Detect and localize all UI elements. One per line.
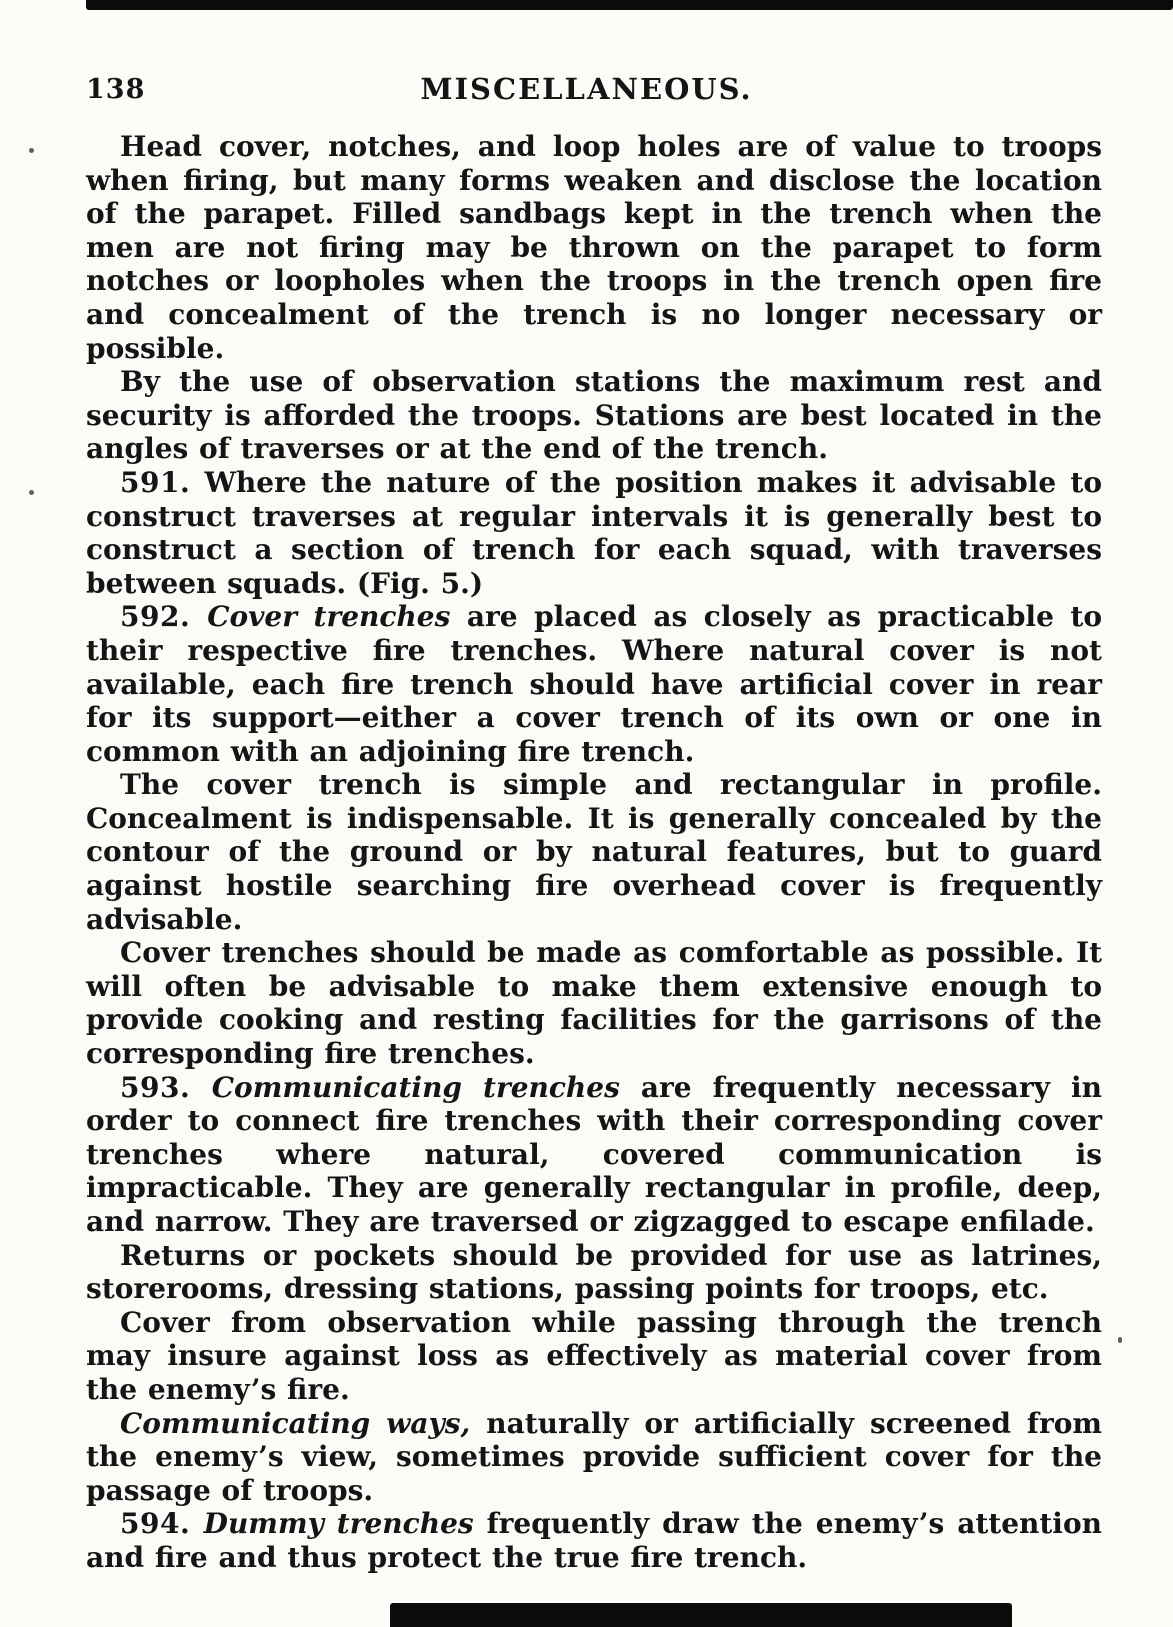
text-segment: Dummy trenches <box>203 1507 474 1541</box>
text-segment: naturally or artificially screened from the enemy’s view, sometimes provide sufficient cover for the passage of troops. <box>86 1406 1102 1507</box>
paragraph <box>86 768 1102 936</box>
paragraph <box>86 1239 1102 1306</box>
scan-speck <box>29 148 34 153</box>
page-title: MISCELLANEOUS. <box>420 72 753 106</box>
scan-artifact-top-bar <box>86 0 1173 10</box>
paragraph <box>86 600 1102 768</box>
page-body <box>86 130 1102 1575</box>
paragraph <box>86 936 1102 1070</box>
paragraph <box>86 1407 1102 1508</box>
paragraph <box>86 1071 1102 1239</box>
text-segment: Head cover, notches, and loop holes are of value to troops when firing, but many forms weaken and disclose the location of the parapet. Filled sandbags kept in the trench when the men are not firing may be thrown on the parapet to form notches or loopholes when the troops in the trench open fire and concealment of the trench is no longer necessary or possible. <box>86 130 1102 365</box>
scan-speck <box>29 490 34 495</box>
text-segment: Cover trenches <box>207 600 451 634</box>
text-segment: By the use of observation stations the maximum rest and security is afforded the troops. Stations are best located in the angles of traverses or at the end of the trench. <box>86 365 1102 466</box>
paragraph <box>86 365 1102 466</box>
text-segment: 591. <box>120 465 191 499</box>
text-segment: are placed as closely as practicable to their respective fire trenches. Where natural cover is not available, each fire trench should have artificial cover in rear for its support—either a cover trench of its own or one in common with an adjoining fire trench. <box>86 600 1102 768</box>
page-number: 138 <box>86 74 146 105</box>
text-segment: Returns or pockets should be provided for use as latrines, storerooms, dressing stations, passing points for troops, etc. <box>86 1238 1102 1306</box>
text-segment: Cover trenches should be made as comfortable as possible. It will often be advisable to make them extensive enough to provide cooking and resting facilities for the garrisons of the corresponding fire trenches. <box>86 936 1102 1071</box>
text-segment: The cover trench is simple and rectangular in profile. Concealment is indispensable. It is generally concealed by the contour of the ground or by natural features, but to guard against hostile searching fire overhead cover is frequently advisable. <box>86 768 1102 936</box>
paragraph <box>86 466 1102 600</box>
scan-speck <box>1118 1337 1122 1343</box>
text-segment: Where the nature of the position makes it advisable to construct traverses at regular intervals it is generally best to construct a section of trench for each squad, with traverses between squads. (Fig. 5.) <box>86 465 1102 600</box>
text-segment: Cover from observation while passing through the trench may insure against loss as effectively as material cover from the enemy’s fire. <box>86 1305 1102 1406</box>
text-segment: Communicating ways, <box>120 1406 471 1440</box>
scan-artifact-bottom-bar <box>390 1603 1012 1627</box>
paragraph <box>86 1306 1102 1407</box>
text-segment: are frequently necessary in order to connect fire trenches with their corresponding cover trenches where natural, covered communication is impracticable. They are generally rectangular in profile, deep, and narrow. They are traversed or zigzagged to escape enfilade. <box>86 1070 1102 1238</box>
text-segment: 593. <box>120 1070 212 1104</box>
paragraph <box>86 1507 1102 1574</box>
text-segment: 594. <box>120 1507 204 1541</box>
text-segment: Communicating trenches <box>211 1070 620 1104</box>
paragraph <box>86 130 1102 365</box>
text-segment: frequently draw the enemy’s attention and fire and thus protect the true fire trench. <box>86 1507 1102 1574</box>
text-segment: 592. <box>120 600 208 634</box>
